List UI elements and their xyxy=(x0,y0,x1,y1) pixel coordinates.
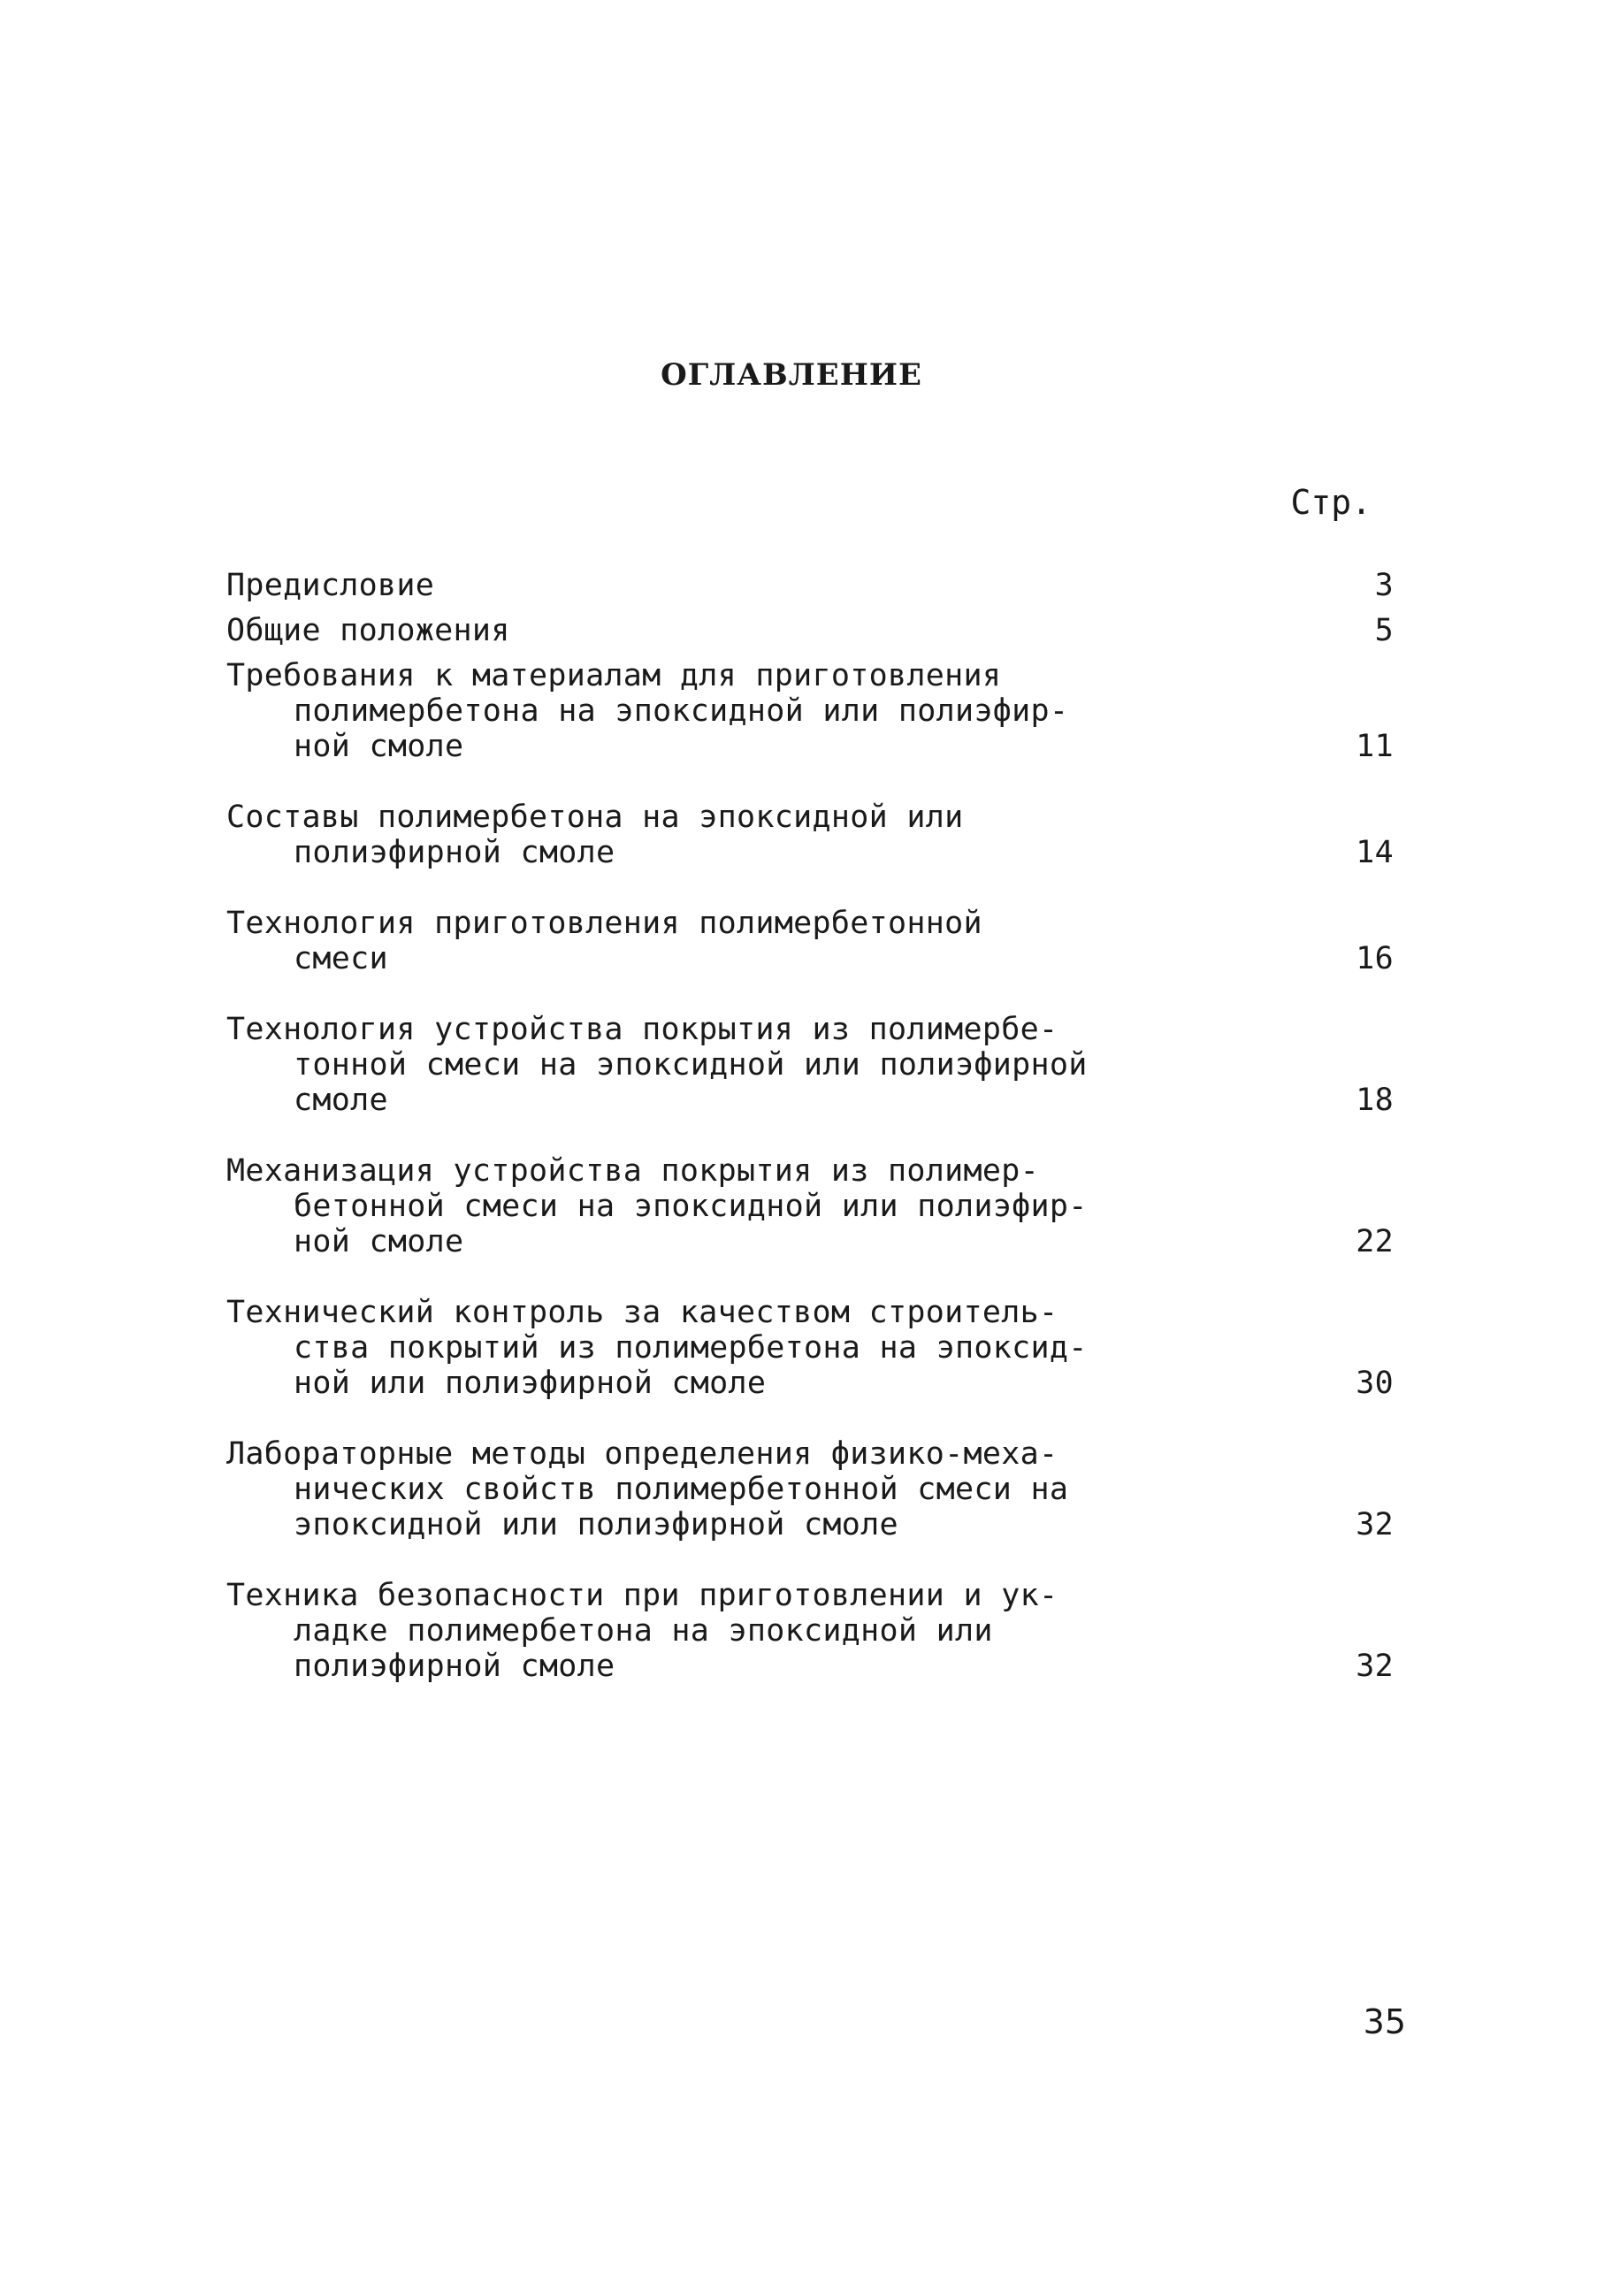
toc-entry-title xyxy=(226,1578,1316,1684)
toc-entry-line: Предисловие xyxy=(226,568,435,603)
toc-entry-line: смоле xyxy=(294,1083,388,1118)
toc-entry-title xyxy=(226,800,1316,870)
toc-entry-line: Требования к материалам для приготовления xyxy=(226,658,1002,693)
page-column-label: Стр. xyxy=(1290,483,1372,522)
toc-entry xyxy=(226,568,1394,603)
toc-entry-line: ладке полимербетона на эпоксидной или xyxy=(294,1613,993,1649)
toc-entry-line: эпоксидной или полиэфирной смоле xyxy=(294,1507,898,1542)
toc-entry xyxy=(226,906,1394,976)
toc-entry-page: 16 xyxy=(1356,941,1394,976)
toc-entry-line: полиэфирной смоле xyxy=(294,835,615,870)
toc-entry-line: ства покрытий из полимербетона на эпоксид- xyxy=(294,1330,1088,1366)
toc-entry-title xyxy=(226,1153,1316,1259)
toc-entry-page: 14 xyxy=(1356,835,1394,870)
toc-entry-line: ной или полиэфирной смоле xyxy=(294,1366,767,1401)
toc-entry-line: нических свойств полимербетонной смеси на xyxy=(294,1472,1069,1507)
toc-entry-page: 22 xyxy=(1356,1224,1394,1259)
page-number: 35 xyxy=(1363,2002,1406,2041)
toc-entry-line: Технология приготовления полимербетонной xyxy=(226,906,982,941)
toc-entry-line: Общие положения xyxy=(226,613,510,648)
toc-entry-title xyxy=(226,568,1316,603)
toc-entry-line: Технический контроль за качеством строитель- xyxy=(226,1295,1058,1330)
toc-entry-title xyxy=(226,1295,1316,1401)
page-title: ОГЛАВЛЕНИЕ xyxy=(661,357,922,393)
toc-entry-line: Механизация устройства покрытия из полимер- xyxy=(226,1153,1039,1189)
toc-entry-line: полиэфирной смоле xyxy=(294,1649,615,1684)
toc-entry-line: полимербетона на эпоксидной или полиэфир- xyxy=(294,693,1069,729)
toc-entry-line: тонной смеси на эпоксидной или полиэфирной xyxy=(294,1047,1088,1083)
toc-entry xyxy=(226,1578,1394,1684)
toc-entry-line: Техника безопасности при приготовлении и ук- xyxy=(226,1578,1058,1613)
toc-entry xyxy=(226,613,1394,648)
toc-entry-line: бетонной смеси на эпоксидной или полиэфир- xyxy=(294,1189,1088,1224)
toc-entry-page: 18 xyxy=(1356,1083,1394,1118)
toc-entry-line: Технология устройства покрытия из полимербе- xyxy=(226,1012,1058,1047)
toc-entry-page: 5 xyxy=(1374,613,1394,648)
toc-entry-page: 32 xyxy=(1356,1649,1394,1684)
toc-entry-title xyxy=(226,1436,1316,1542)
toc-entry xyxy=(226,658,1394,764)
toc-entry xyxy=(226,1295,1394,1401)
toc-entry-title xyxy=(226,658,1316,764)
toc-entry-page: 30 xyxy=(1356,1366,1394,1401)
toc-entry-page: 3 xyxy=(1374,568,1394,603)
toc-entry xyxy=(226,1436,1394,1542)
toc-entry xyxy=(226,1153,1394,1259)
toc-entry-page: 11 xyxy=(1356,729,1394,764)
toc-entry-line: Составы полимербетона на эпоксидной или xyxy=(226,800,964,835)
toc-entry-line: ной смоле xyxy=(294,729,464,764)
toc-entry xyxy=(226,800,1394,870)
toc-entry-title xyxy=(226,1012,1316,1118)
toc-entry-title xyxy=(226,906,1316,976)
table-of-contents xyxy=(226,568,1394,1719)
toc-entry-line: смеси xyxy=(294,941,388,976)
toc-entry-line: Лабораторные методы определения физико-меха- xyxy=(226,1436,1058,1472)
toc-entry-title xyxy=(226,613,1316,648)
toc-entry-line: ной смоле xyxy=(294,1224,464,1259)
toc-entry-page: 32 xyxy=(1356,1507,1394,1542)
toc-entry xyxy=(226,1012,1394,1118)
